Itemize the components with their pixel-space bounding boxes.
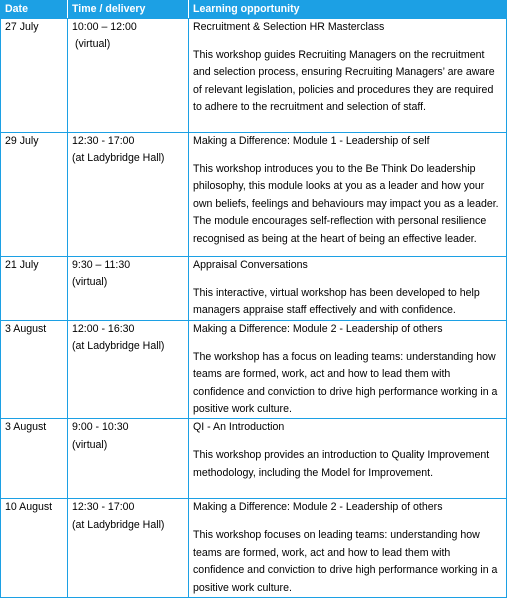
row-time xyxy=(68,499,189,598)
row-description: This workshop focuses on leading teams: understanding how teams are formed, work, act and how to lead them with confidence and conviction to drive high performance working in a positive work culture. xyxy=(193,529,498,594)
row-time xyxy=(68,257,189,321)
table-row xyxy=(1,499,507,598)
header-date: Date xyxy=(1,1,68,19)
header-row xyxy=(1,1,507,19)
row-title: Making a Difference: Module 1 - Leadership of self xyxy=(193,135,430,147)
row-time-range: 9:30 – 11:30 xyxy=(72,259,131,271)
row-date: 3 August xyxy=(1,320,68,419)
table-row xyxy=(1,133,507,257)
row-description: This workshop introduces you to the Be Think Do leadership philosophy, this module looks at you as a leader and how your own beliefs, feelings and behaviours may impact you as a leader. The module encourages self-reflection with personal resilience recognised as being at the heart of being an effective leader. xyxy=(193,163,499,245)
table-row xyxy=(1,257,507,321)
row-time xyxy=(68,19,189,133)
row-time-range: 10:00 – 12:00 xyxy=(72,21,137,33)
row-title: Making a Difference: Module 2 - Leadership of others xyxy=(193,322,443,335)
row-delivery: (at Ladybridge Hall) xyxy=(72,518,165,531)
row-description: This workshop provides an introduction to Quality Improvement methodology, including the Model for Improvement. xyxy=(193,449,490,479)
row-delivery: (at Ladybridge Hall) xyxy=(72,340,165,353)
row-opportunity xyxy=(189,320,507,419)
header-time-delivery: Time / delivery xyxy=(68,1,189,19)
row-date: 21 July xyxy=(1,257,68,321)
row-description: This workshop guides Recruiting Managers on the recruitment and selection process, ensuring Recruiting Managers’ are aware of relevant legislation, policies and procedures they are required to adhere to the recruitment and selection of staff. xyxy=(193,49,495,114)
row-time xyxy=(68,133,189,257)
row-title: Appraisal Conversations xyxy=(193,259,308,271)
row-time-range: 12:30 - 17:00 xyxy=(72,135,135,147)
row-delivery: (virtual) xyxy=(72,38,111,51)
row-title: Making a Difference: Module 2 - Leadership of others xyxy=(193,501,443,514)
row-time-range: 9:00 - 10:30 xyxy=(72,421,129,434)
row-opportunity xyxy=(189,257,507,321)
row-opportunity xyxy=(189,499,507,598)
row-delivery: (virtual) xyxy=(72,438,108,451)
table-body xyxy=(1,19,507,598)
row-date: 29 July xyxy=(1,133,68,257)
row-date: 27 July xyxy=(1,19,68,133)
row-time-range: 12:30 - 17:00 xyxy=(72,501,135,514)
row-opportunity xyxy=(189,419,507,499)
row-time xyxy=(68,419,189,499)
row-title: Recruitment & Selection HR Masterclass xyxy=(193,21,385,33)
row-delivery: (virtual) xyxy=(72,276,108,289)
row-time xyxy=(68,320,189,419)
row-title: QI - An Introduction xyxy=(193,421,285,434)
row-opportunity xyxy=(189,19,507,133)
table-row xyxy=(1,419,507,499)
table-row xyxy=(1,320,507,419)
table-row xyxy=(1,19,507,133)
row-date: 10 August xyxy=(1,499,68,598)
row-date: 3 August xyxy=(1,419,68,499)
table-header xyxy=(1,1,507,19)
row-opportunity xyxy=(189,133,507,257)
row-description: The workshop has a focus on leading teams: understanding how teams are formed, work, act and how to lead them with confidence and conviction to drive high performance working in a positive work culture. xyxy=(193,350,498,416)
row-description: This interactive, virtual workshop has been developed to help managers appraise staff effectively and with confidence. xyxy=(193,287,480,317)
row-delivery: (at Ladybridge Hall) xyxy=(72,152,165,165)
row-time-range: 12:00 - 16:30 xyxy=(72,322,135,335)
header-learning-opportunity: Learning opportunity xyxy=(189,1,507,19)
